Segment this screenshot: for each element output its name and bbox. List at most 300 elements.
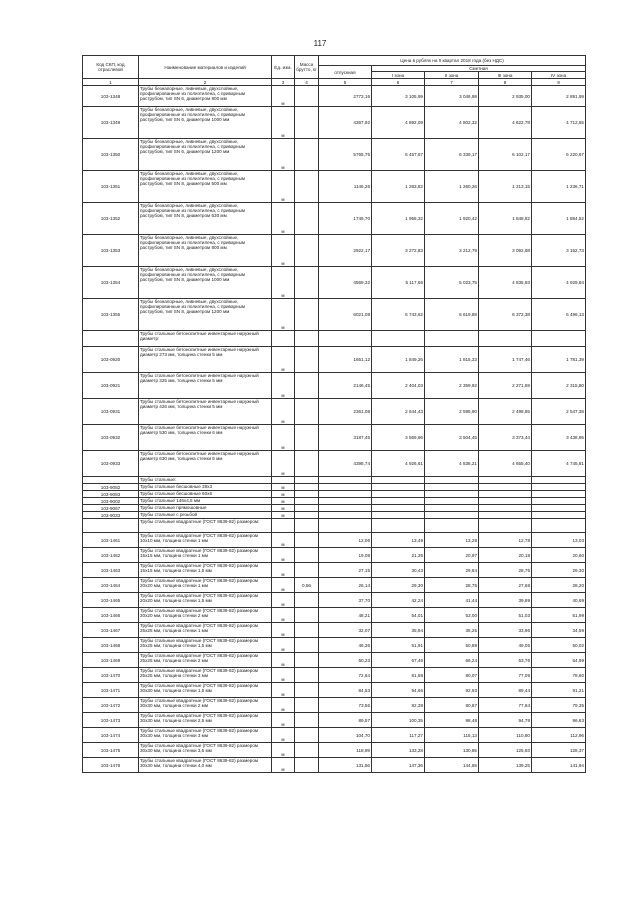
price-zone-2: 4 802,32 [425,107,479,139]
item-unit: м [272,683,295,698]
table-row [83,235,586,267]
price-zone-4: 4 745,81 [532,451,586,477]
price-release [319,519,372,533]
price-zone-2: 80,87 [425,698,479,713]
price-zone-3: 2 271,69 [479,373,532,399]
price-zone-1: 42,24 [372,593,425,608]
table-row [83,743,586,758]
price-zone-2: 28,75 [425,578,479,593]
price-zone-4: 6 220,67 [532,139,586,171]
item-code: 103-1462 [83,548,139,563]
price-zone-3: 6 102,17 [479,139,532,171]
item-unit: м [272,713,295,728]
price-zone-1: 21,35 [372,548,425,563]
price-zone-3: 27,68 [479,578,532,593]
price-zone-2: 35,25 [425,623,479,638]
price-zone-2: 29,84 [425,563,479,578]
price-zone-1: 1 283,82 [372,171,425,203]
price-release: 32,07 [319,623,372,638]
price-zone-3: 1 213,15 [479,171,532,203]
item-mass [295,235,319,267]
price-zone-1: 51,91 [372,638,425,653]
table-row [83,548,586,563]
price-zone-3: 12,78 [479,533,532,548]
item-mass [295,477,319,484]
price-zone-2 [425,331,479,347]
table-row [83,491,586,498]
price-release: 84,53 [319,683,372,698]
price-zone-2: 6 619,88 [425,299,479,331]
price-release: 72,84 [319,668,372,683]
item-name: Трубы стальные бетонолитные инвентарные наружный диаметр 630 мм, толщина стенки 6 мм [139,451,272,477]
item-unit: м [272,203,295,235]
price-zone-4: 141,94 [532,758,586,773]
price-zone-3: 3 092,68 [479,235,532,267]
item-name: Трубы стальные квадратные (ГОСТ 8639-82) размером 25х25 мм, толщина стенки 2 мм [139,653,272,668]
table-header [83,56,586,86]
price-release: 1746,70 [319,203,372,235]
item-mass [295,373,319,399]
price-zone-3 [479,512,532,519]
table-row [83,713,586,728]
price-release [319,477,372,484]
price-zone-3 [479,491,532,498]
item-mass [295,139,319,171]
item-unit: м [272,498,295,505]
header-release: отпускная [319,66,372,79]
price-zone-4: 79,35 [532,698,586,713]
price-zone-3 [479,498,532,505]
price-zone-2 [425,519,479,533]
table-row [83,107,586,139]
price-zone-2: 66,24 [425,653,479,668]
item-unit: м [272,491,295,498]
price-zone-3: 33,96 [479,623,532,638]
item-unit: м [272,563,295,578]
item-unit: м [272,653,295,668]
item-mass [295,713,319,728]
item-code: 103-9083 [83,491,139,498]
price-release: 131,56 [319,758,372,773]
price-zone-1: 30,43 [372,563,425,578]
item-mass [295,668,319,683]
price-zone-2: 4 836,21 [425,451,479,477]
column-number: 8 [479,79,532,86]
price-zone-4: 3 152,73 [532,235,586,267]
column-number: 3 [272,79,295,86]
header-estimate: Сметная [372,66,586,72]
price-zone-1: 3 105,99 [372,86,425,107]
price-release: 27,15 [319,563,372,578]
item-name: Трубы стальные бесшовные 39х3 [139,484,272,491]
price-zone-2: 2 359,92 [425,373,479,399]
column-number-row [83,79,586,86]
item-name: Трубы стальные квадратные (ГОСТ 8639-82) размером 20х20 мм, толщина стенки 1 мм [139,578,272,593]
header-code: Код СКП, код отраслевой [83,56,139,79]
item-unit: м [272,299,295,331]
table-row [83,638,586,653]
price-release: 1651,12 [319,347,372,373]
table-row [83,203,586,235]
item-unit: м [272,139,295,171]
price-zone-1: 4 926,61 [372,451,425,477]
item-code [83,331,139,347]
header-mass: Масса брутто, кг [295,56,319,79]
item-mass [295,548,319,563]
price-release [319,484,372,491]
item-code: 103-1474 [83,728,139,743]
item-mass [295,498,319,505]
item-code: 103-1465 [83,593,139,608]
price-zone-3: 125,93 [479,743,532,758]
table-row [83,758,586,773]
price-zone-3 [479,484,532,491]
table-row [83,484,586,491]
price-release: 73,56 [319,698,372,713]
item-name: Трубы стальные квадратные (ГОСТ 8639-82) размером 25х25 мм, толщина стенки 3 мм [139,668,272,683]
price-zone-4: 34,59 [532,623,586,638]
item-name: Трубы стальные: [139,477,272,484]
item-name: Трубы стальные квадратные (ГОСТ 8639-82) размером 15х15 мм, толщина стенки 1 мм [139,548,272,563]
price-zone-4: 13,03 [532,533,586,548]
item-unit: м [272,171,295,203]
item-name: Трубы стальные бетонолитные инвентарные наружный диаметр 273 мм, толщина стенки 5 мм [139,347,272,373]
price-release: 6021,08 [319,299,372,331]
table-body [83,86,586,773]
item-code: 103-9002 [83,498,139,505]
item-name: Трубы стальные бетонолитные инвентарные наружный диаметр 426 мм, толщина стенки 5 мм [139,399,272,425]
table-row [83,347,586,373]
price-zone-2: 1 260,26 [425,171,479,203]
item-code: 103-1461 [83,533,139,548]
item-name: Трубы стальные квадратные (ГОСТ 8639-82) размером 30х30 мм, толщина стенки 2,5 мм [139,713,272,728]
price-zone-2: 6 339,17 [425,139,479,171]
price-zone-3: 28,75 [479,563,532,578]
item-code: 103-9082 [83,484,139,491]
price-zone-3: 2 935,00 [479,86,532,107]
item-name: Трубы стальные квадратные (ГОСТ 8639-82) размером 30х30 мм, толщина стенки 1,5 мм [139,683,272,698]
price-zone-3: 3 373,44 [479,425,532,451]
price-zone-3 [479,505,532,512]
table-row [83,505,586,512]
table-row [83,608,586,623]
price-zone-1: 35,94 [372,623,425,638]
item-mass [295,331,319,347]
table-row [83,653,586,668]
price-release: 118,99 [319,743,372,758]
price-zone-4: 1 236,71 [532,171,586,203]
price-zone-4: 2 547,38 [532,399,586,425]
item-code: 103-9033 [83,512,139,519]
item-code: 103-1351 [83,171,139,203]
item-unit: м [272,399,295,425]
item-name: Трубы стальные 146х4,5 мм [139,498,272,505]
price-zone-4: 1 884,52 [532,203,586,235]
item-unit: м [272,347,295,373]
price-zone-2 [425,484,479,491]
price-zone-4: 20,60 [532,548,586,563]
price-zone-1: 54,01 [372,608,425,623]
price-zone-2: 3 504,45 [425,425,479,451]
item-code: 103-1352 [83,203,139,235]
price-zone-3 [479,331,532,347]
price-zone-3: 51,03 [479,608,532,623]
item-code: 103-1472 [83,698,139,713]
item-name: Трубы стальные бетонолитные инвентарные наружный диаметр 530 мм, толщина стенки 6 мм [139,425,272,451]
price-zone-1: 133,28 [372,743,425,758]
price-zone-2: 80,07 [425,668,479,683]
item-unit [272,519,295,533]
table-row [83,267,586,299]
price-release: 5765,75 [319,139,372,171]
item-mass [295,758,319,773]
item-unit: м [272,107,295,139]
price-zone-1 [372,512,425,519]
item-unit: м [272,578,295,593]
price-zone-1 [372,331,425,347]
item-name: Трубы стальные квадратные (ГОСТ 8639-82) размером 20х20 мм, толщина стенки 2 мм [139,608,272,623]
price-zone-3: 139,25 [479,758,532,773]
price-zone-4 [532,498,586,505]
table-row [83,451,586,477]
item-mass [295,728,319,743]
item-code: 103-1464 [83,578,139,593]
price-release: 2361,08 [319,399,372,425]
item-name: Трубы безнапорные, ливневые, двухслойные, профилированные из полиэтилена, с приварным раструбом, тип SN 6, диаметром 1200 мм [139,139,272,171]
price-zone-4 [532,484,586,491]
table-row [83,668,586,683]
price-zone-1: 82,38 [372,698,425,713]
item-name: Трубы стальные квадратные (ГОСТ 8639-82) размером: [139,519,272,533]
table-row [83,331,586,347]
item-name: Трубы безнапорные, ливневые, двухслойные, профилированные из полиэтилена, с приварным раструбом, тип SN 8, диаметром 630 мм [139,203,272,235]
price-release: 2773,16 [319,86,372,107]
header-zone-3: III зона [479,72,532,79]
price-zone-1: 81,58 [372,668,425,683]
price-zone-4: 4 712,55 [532,107,586,139]
price-zone-1: 1 956,32 [372,203,425,235]
item-code [83,477,139,484]
price-zone-1: 117,27 [372,728,425,743]
item-mass [295,107,319,139]
price-release: 60,23 [319,653,372,668]
price-zone-3: 39,89 [479,593,532,608]
item-mass [295,484,319,491]
price-zone-1: 5 117,66 [372,267,425,299]
price-release: 89,57 [319,713,372,728]
price-zone-2 [425,498,479,505]
price-zone-3 [479,477,532,484]
item-name: Трубы стальные квадратные (ГОСТ 8639-82) размером 15х15 мм, толщина стенки 1,5 мм [139,563,272,578]
table-row [83,171,586,203]
price-zone-1: 100,35 [372,713,425,728]
price-release: 19,08 [319,548,372,563]
price-release: 46,36 [319,638,372,653]
table-row [83,728,586,743]
price-zone-2: 50,89 [425,638,479,653]
item-code: 103-0933 [83,451,139,477]
item-mass [295,563,319,578]
price-zone-1: 4 892,09 [372,107,425,139]
item-code: 103-1471 [83,683,139,698]
item-name: Трубы стальные бесшовные 60х6 [139,491,272,498]
column-number: 9 [532,79,586,86]
table-row [83,86,586,107]
price-zone-2: 130,85 [425,743,479,758]
page-number: 117 [313,39,327,48]
item-unit: м [272,743,295,758]
column-number: 2 [139,79,272,86]
price-release: 37,70 [319,593,372,608]
item-unit: м [272,548,295,563]
item-code: 103-0921 [83,373,139,399]
item-code [83,519,139,533]
item-name: Трубы стальные квадратные (ГОСТ 8639-82) размером 25х25 мм, толщина стенки 1,5 мм [139,638,272,653]
price-release: 2146,45 [319,373,372,399]
price-zone-1 [372,491,425,498]
item-mass [295,451,319,477]
item-name: Трубы безнапорные, ливневые, двухслойные, профилированные из полиэтилена, с приварным раструбом, тип SN 8, диаметром 800 мм [139,235,272,267]
price-zone-1: 2 404,03 [372,373,425,399]
item-mass [295,683,319,698]
table-row [83,299,586,331]
item-name: Трубы стальные бетонолитные инвентарные наружный диаметр: [139,331,272,347]
price-release: 104,70 [319,728,372,743]
price-zone-3: 1 848,62 [479,203,532,235]
item-name: Трубы стальные квадратные (ГОСТ 8639-82) размером 30х30 мм, толщина стенки 4,0 мм [139,758,272,773]
table-row [83,683,586,698]
price-release [319,512,372,519]
table-row [83,698,586,713]
price-release: 4569,32 [319,267,372,299]
table-row [83,533,586,548]
price-zone-3: 77,84 [479,698,532,713]
table-row [83,512,586,519]
price-release: 4398,74 [319,451,372,477]
item-unit: м [272,638,295,653]
item-code: 103-0920 [83,347,139,373]
price-zone-2: 2 595,90 [425,399,479,425]
item-unit [272,477,295,484]
item-code: 103-1350 [83,139,139,171]
item-unit: м [272,533,295,548]
table-row [83,623,586,638]
price-zone-4: 6 496,13 [532,299,586,331]
price-zone-1: 94,66 [372,683,425,698]
item-mass [295,698,319,713]
price-zone-4: 40,69 [532,593,586,608]
price-zone-2 [425,491,479,498]
price-zone-4: 29,30 [532,563,586,578]
header-zone-1: I зона [372,72,425,79]
price-zone-1: 67,46 [372,653,425,668]
column-number: 7 [425,79,479,86]
price-zone-1 [372,498,425,505]
item-code: 103-1466 [83,608,139,623]
price-release [319,505,372,512]
price-zone-3: 20,18 [479,548,532,563]
price-zone-3: 63,76 [479,653,532,668]
price-zone-3: 77,09 [479,668,532,683]
item-mass [295,608,319,623]
price-zone-3: 2 498,85 [479,399,532,425]
price-zone-3: 4 835,93 [479,267,532,299]
item-unit: м [272,593,295,608]
item-name: Трубы стальные квадратные (ГОСТ 8639-82) размером 30х30 мм, толщина стенки 2 мм [139,698,272,713]
price-zone-4: 3 438,95 [532,425,586,451]
table-row [83,477,586,484]
item-unit: м [272,484,295,491]
column-number: 5 [319,79,372,86]
item-code: 103-1470 [83,668,139,683]
price-zone-4: 112,96 [532,728,586,743]
item-code: 103-1476 [83,758,139,773]
price-zone-4 [532,505,586,512]
item-code: 103-1468 [83,638,139,653]
price-zone-2: 115,13 [425,728,479,743]
item-name: Трубы стальные квадратные (ГОСТ 8639-82) размером 20х20 мм, толщина стенки 1,5 мм [139,593,272,608]
item-unit: м [272,505,295,512]
price-zone-2: 5 023,75 [425,267,479,299]
item-unit: м [272,425,295,451]
price-zone-1: 29,30 [372,578,425,593]
price-zone-2: 3 046,98 [425,86,479,107]
price-zone-2 [425,512,479,519]
item-name: Трубы стальные бетонолитные инвентарные наружный диаметр 325 мм, толщина стенки 5 мм [139,373,272,399]
price-release [319,498,372,505]
header-zone-4: IV зона [532,72,586,79]
item-name: Трубы безнапорные, ливневые, двухслойные, профилированные из полиэтилена, с приварным раструбом, тип SN 8, диаметром 1000 мм [139,267,272,299]
item-name: Трубы безнапорные, ливневые, двухслойные, профилированные из полиэтилена, с приварным раструбом, тип SN 8, диаметром 500 мм [139,171,272,203]
item-name: Трубы безнапорные, ливневые, двухслойные, профилированные из полиэтилена, с приварным раструбом, тип SN 6, диаметром 800 мм [139,86,272,107]
item-unit: м [272,235,295,267]
item-mass [295,425,319,451]
item-mass [295,623,319,638]
item-mass [295,399,319,425]
price-zone-4 [532,477,586,484]
price-zone-4: 50,02 [532,638,586,653]
price-zone-3: 6 372,38 [479,299,532,331]
price-zone-3: 4 622,78 [479,107,532,139]
item-code: 103-1354 [83,267,139,299]
price-release [319,331,372,347]
item-code: 103-1469 [83,653,139,668]
item-unit: м [272,512,295,519]
item-unit: м [272,623,295,638]
item-mass [295,593,319,608]
item-name: Трубы стальные прямошовные [139,505,272,512]
item-mass [295,203,319,235]
header-price-title: Цена в рублях на II квартал 2018 года (без НДС) [319,56,586,66]
price-zone-4: 51,99 [532,608,586,623]
item-code: 103-1475 [83,743,139,758]
item-mass [295,299,319,331]
table-row [83,563,586,578]
price-zone-1: 147,36 [372,758,425,773]
price-zone-2: 1 815,33 [425,347,479,373]
item-code: 103-1473 [83,713,139,728]
item-unit: м [272,86,295,107]
item-mass [295,505,319,512]
table-row [83,498,586,505]
price-zone-2: 98,48 [425,713,479,728]
price-zone-3: 89,44 [479,683,532,698]
item-mass: 0,56 [295,578,319,593]
header-name: Наименование материалов и изделий [139,56,272,79]
item-mass [295,743,319,758]
table-row [83,519,586,533]
price-release: 12,06 [319,533,372,548]
